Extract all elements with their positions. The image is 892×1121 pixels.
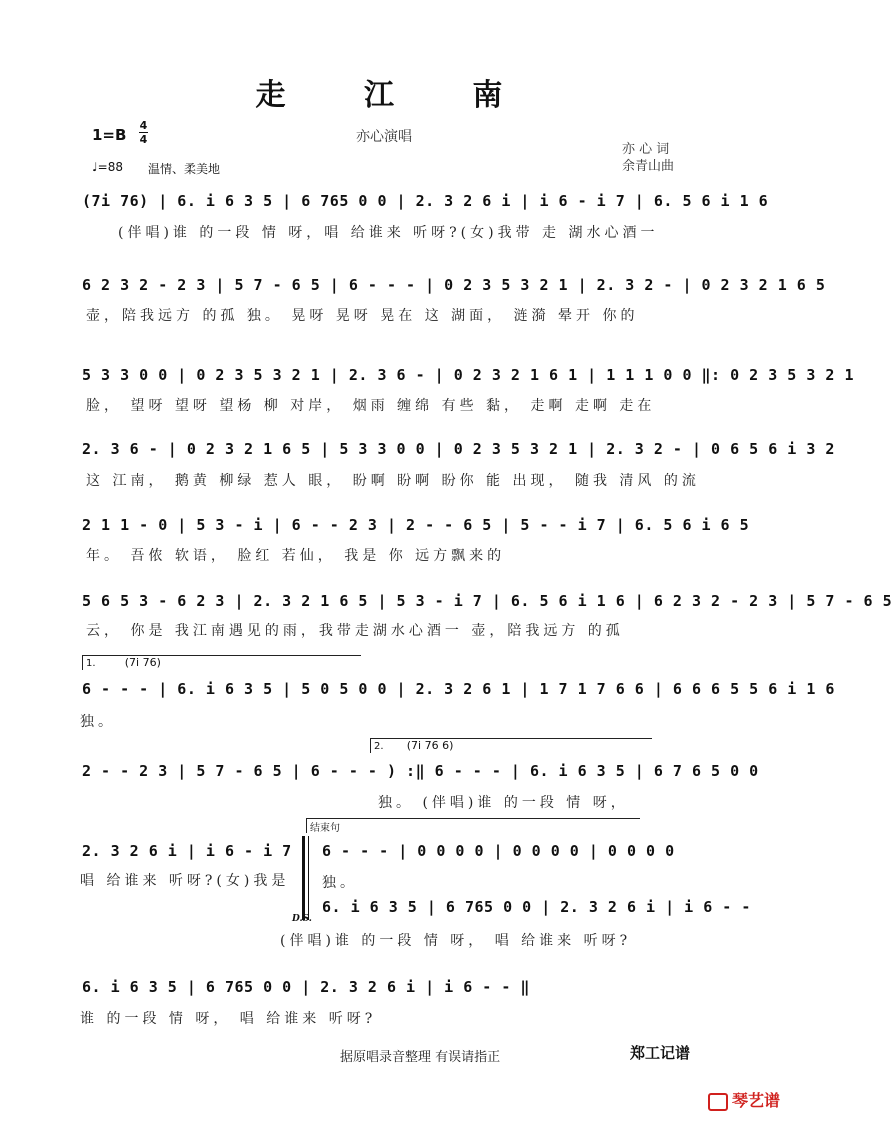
transcriber-credit: 郑工记谱 xyxy=(630,1044,691,1062)
notation-line-6: 5 6 5 3 - 6 2 3 | 2. 3 2 1 6 5 | 5 3 - i 7 | 6. 5 6 i 1 6 | 6 2 3 2 - 2 3 | 5 7 - 6 5 xyxy=(82,592,892,610)
lyric-line-1: (伴唱)谁 的一段 情 呀，唱 给谁来 听呀?(女)我带 走 湖水心酒一 xyxy=(118,225,659,241)
lyric-line-4: 这 江南， 鹅黄 柳绿 惹人 眼， 盼啊 盼啊 盼你 能 出现， 随我 清风 的流 xyxy=(86,473,700,489)
lyricist-credit: 亦 心 词 xyxy=(622,142,670,157)
ending-section-bracket xyxy=(306,818,640,833)
ending-section-label: 结束句 xyxy=(310,823,340,834)
notation-line-3: 5 3 3 0 0 | 0 2 3 5 3 2 1 | 2. 3 6 - | 0 2 3 2 1 6 1 | 1 1 1 0 0 ‖: 0 2 3 5 3 2 1 xyxy=(82,366,854,384)
lyric-line-8: 独。 (伴唱)谁 的一段 情 呀， xyxy=(378,795,629,811)
tempo-marking: ♩=88 xyxy=(92,160,123,174)
ending-lower-notes: 6. i 6 3 5 | 6 765 0 0 | 2. 3 2 6 i | i 6 - - xyxy=(322,898,751,916)
notation-line-8: 2 - - 2 3 | 5 7 - 6 5 | 6 - - - ) :‖ 6 - - - | 6. i 6 3 5 | 6 7 6 5 0 0 xyxy=(82,762,759,780)
ending-system-brace xyxy=(302,836,305,920)
notation-line-10: 6. i 6 3 5 | 6 765 0 0 | 2. 3 2 6 i | i 6 - - ‖ xyxy=(82,978,530,996)
time-signature-bottom: 4 xyxy=(139,133,148,146)
notation-line-5: 2 1 1 - 0 | 5 3 - i | 6 - - 2 3 | 2 - - 6 5 | 5 - - i 7 | 6. 5 6 i 6 5 xyxy=(82,516,750,534)
time-signature-top: 4 xyxy=(139,119,148,132)
expression-marking: 温情、柔美地 xyxy=(148,162,221,176)
logo-text: 琴艺谱 xyxy=(732,1091,781,1110)
lyric-line-6: 云， 你是 我江南遇见的雨，我带走湖水心酒一 壶，陪我远方 的孤 xyxy=(86,623,624,639)
lyric-line-10: 谁 的一段 情 呀， 唱 给谁来 听呀? xyxy=(80,1011,377,1027)
page-title: 走 江 南 xyxy=(255,78,537,113)
second-ending-label: 2. xyxy=(374,741,384,752)
ending-system-line xyxy=(308,836,309,920)
dal-segno-mark: D.S. xyxy=(292,914,312,924)
ending-upper-notes: 6 - - - | 0 0 0 0 | 0 0 0 0 | 0 0 0 0 xyxy=(322,842,675,860)
logo-icon xyxy=(708,1093,728,1111)
first-ending-label: 1. xyxy=(86,658,96,669)
second-ending-cue-notes: (7i 76 6) xyxy=(406,739,454,752)
notation-line-2: 6 2 3 2 - 2 3 | 5 7 - 6 5 | 6 - - - | 0 2 3 5 3 2 1 | 2. 3 2 - | 0 2 3 2 1 6 5 xyxy=(82,276,826,294)
footer-note: 据原唱录音整理 有误请指正 xyxy=(340,1050,501,1065)
lyric-line-5: 年。 吾侬 软语， 脸红 若仙， 我是 你 远方飘来的 xyxy=(86,548,506,564)
second-ending-bracket xyxy=(370,738,652,753)
singer-credit: 亦心演唱 xyxy=(356,129,412,145)
brand-logo xyxy=(708,1088,780,1111)
notation-line-7: 6 - - - | 6. i 6 3 5 | 5 0 5 0 0 | 2. 3 2 6 1 | 1 7 1 7 6 6 | 6 6 6 5 5 6 i 1 6 xyxy=(82,680,835,698)
lyric-line-7: 独。 xyxy=(80,714,116,730)
composer-credit: 余青山曲 xyxy=(622,159,675,174)
lyric-line-9: 唱 给谁来 听呀?(女)我是 xyxy=(80,873,290,889)
notation-line-4: 2. 3 6 - | 0 2 3 2 1 6 5 | 5 3 3 0 0 | 0 2 3 5 3 2 1 | 2. 3 2 - | 0 6 5 6 i 3 2 xyxy=(82,440,835,458)
first-ending-bracket xyxy=(82,655,361,670)
key-signature: 1=B xyxy=(92,126,127,144)
time-signature xyxy=(139,120,148,145)
notation-line-9: 2. 3 2 6 i | i 6 - i 7 xyxy=(82,842,292,860)
ending-lower-lyrics: (伴唱)谁 的一段 情 呀， 唱 给谁来 听呀? xyxy=(280,933,632,949)
lyric-line-3: 脸， 望呀 望呀 望杨 柳 对岸， 烟雨 缠绵 有些 黏， 走啊 走啊 走在 xyxy=(86,398,656,414)
first-ending-cue-notes: (7i 76) xyxy=(124,656,161,669)
lyric-line-2: 壶，陪我远方 的孤 独。 晃呀 晃呀 晃在 这 湖面， 涟漪 晕开 你的 xyxy=(86,308,639,324)
ending-upper-lyrics: 独。 xyxy=(322,875,358,891)
notation-line-1: (7i 76) | 6. i 6 3 5 | 6 765 0 0 | 2. 3 2 6 i | i 6 - i 7 | 6. 5 6 i 1 6 xyxy=(82,192,769,210)
